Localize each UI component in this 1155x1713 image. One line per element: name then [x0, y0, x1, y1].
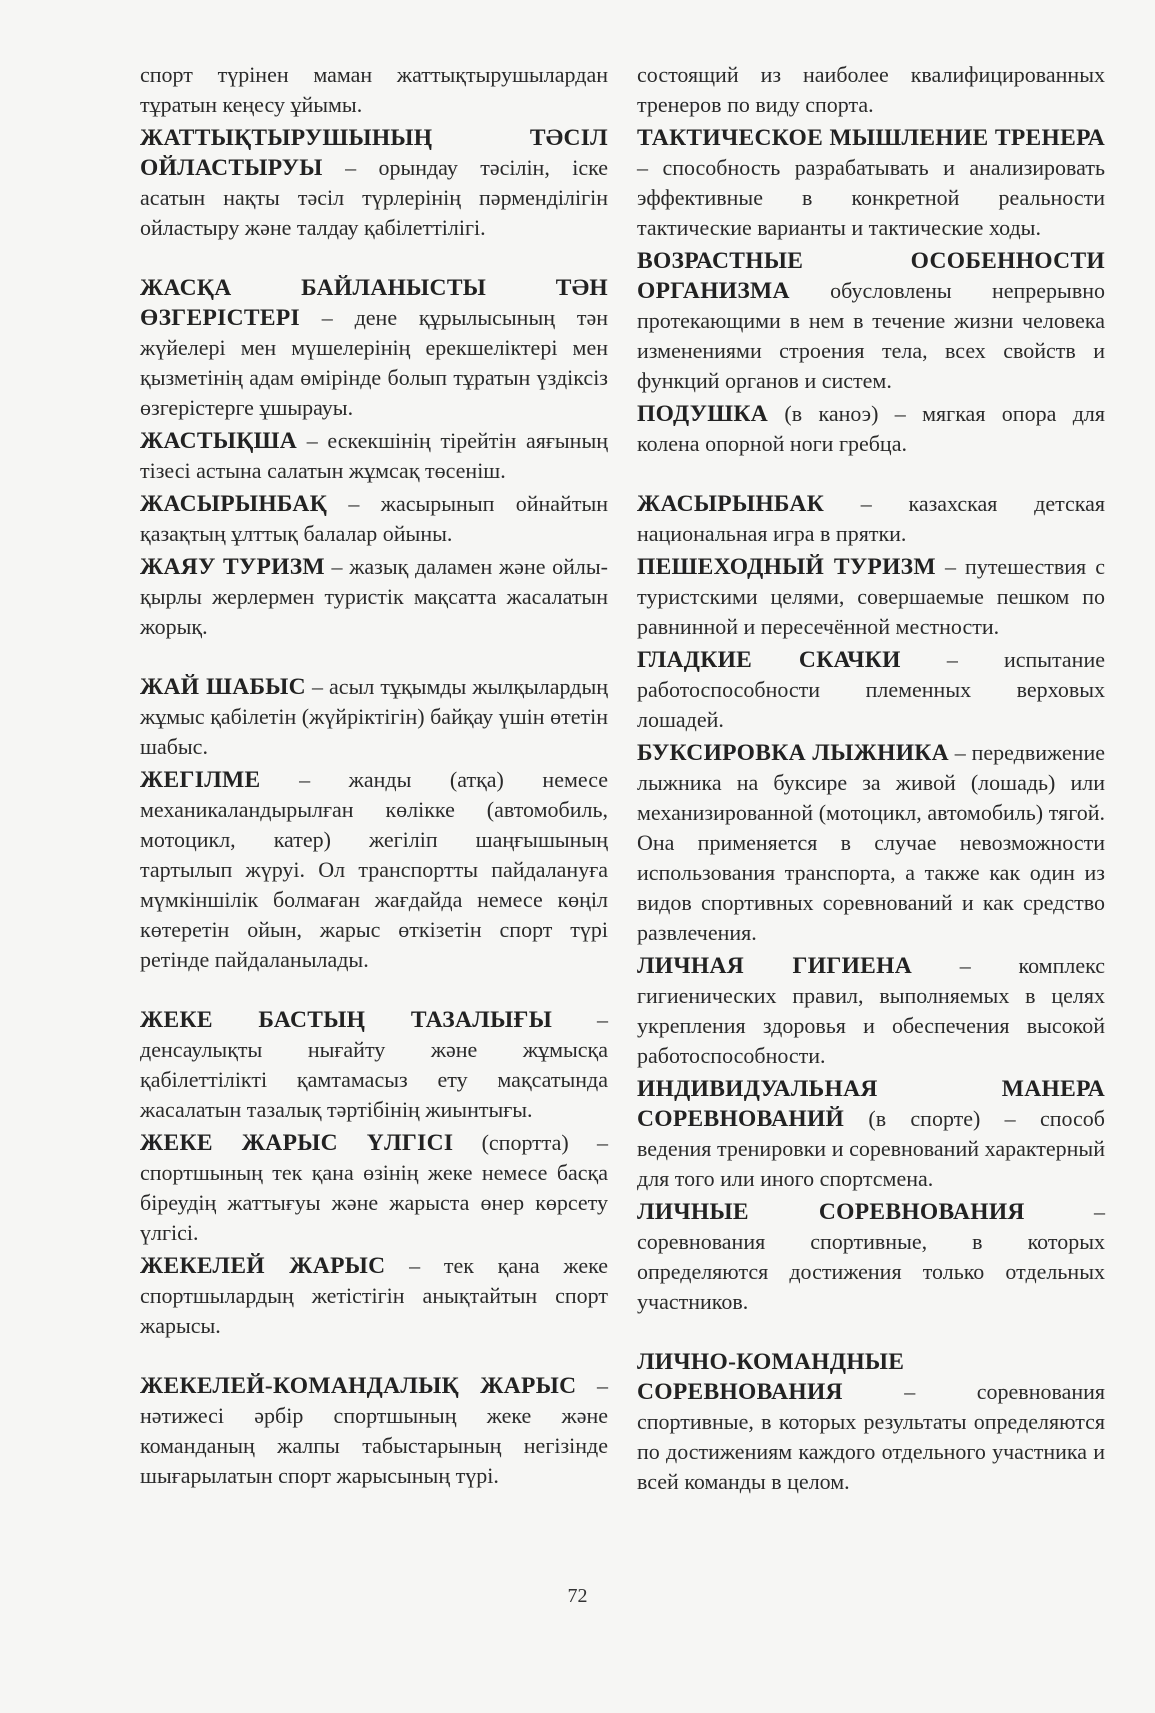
dictionary-entry	[140, 426, 608, 486]
entry-term: ЖЕКЕЛЕЙ ЖАРЫС	[140, 1253, 386, 1279]
entry-text: – соревнования спортивные, в которых определяются достижения только отдельных участников.	[637, 1199, 1105, 1314]
dictionary-entry	[140, 1005, 608, 1125]
dictionary-entry	[637, 489, 1105, 549]
dictionary-entry	[140, 672, 608, 762]
entry-text: – ескекшінің тірейтін аяғының тізесі астына салатын жұмсақ төсеніш.	[140, 428, 608, 483]
entry-text: (в каноэ) – мягкая опора для колена опорной ноги гребца.	[637, 401, 1105, 456]
entry-term: ГЛАДКИЕ СКАЧКИ	[637, 647, 901, 673]
entry-term: ТАКТИЧЕСКОЕ МЫШЛЕНИЕ ТРЕНЕРА	[637, 125, 1105, 151]
dictionary-entry	[140, 489, 608, 549]
entry-text: – дене құрылысының тән жүйелері мен мүшелерінің ерекшеліктері мен қызметінің адам өмірінде болып тұратын үздіксіз өзгерістерге ұшырауы.	[140, 305, 608, 420]
dictionary-entry	[637, 123, 1105, 243]
entry-text: состоящий из наиболее квалифицированных тренеров по виду спорта.	[637, 62, 1105, 117]
entry-term: ЖАСЫРЫНБАК	[637, 491, 825, 517]
entry-term: ЖЕГІЛМЕ	[140, 767, 261, 793]
dictionary-entry	[140, 1371, 608, 1491]
entry-text: – жасырынып ойнайтын қазақтың ұлттық балалар ойыны.	[140, 491, 608, 546]
dictionary-entry	[637, 246, 1105, 396]
dictionary-entry	[637, 738, 1105, 948]
dictionary-entry	[140, 1128, 608, 1248]
dictionary-entry	[637, 1074, 1105, 1194]
entry-continuation	[637, 60, 1105, 120]
entry-text: спорт түрінен маман жаттықтырушылардан тұратын кеңесу ұйымы.	[140, 62, 608, 117]
entry-term: ЖЕКЕ ЖАРЫС ҮЛГІСІ	[140, 1130, 454, 1156]
dictionary-entry	[637, 1347, 1105, 1497]
dictionary-entry	[637, 1197, 1105, 1317]
entry-term: ЖАСҚА БАЙЛАНЫСТЫ ТӘН ӨЗГЕРІСТЕРІ	[140, 275, 608, 331]
entry-term: ЖАЯУ ТУРИЗМ	[140, 554, 325, 580]
entry-term: ПЕШЕХОДНЫЙ ТУРИЗМ	[637, 554, 936, 580]
entry-term: БУКСИРОВКА ЛЫЖНИКА	[637, 740, 949, 766]
entry-term: ЖАТТЫҚТЫРУШЫНЫҢ ТӘСІЛ ОЙЛАСТЫРУЫ	[140, 125, 608, 181]
kazakh-column	[140, 60, 608, 1494]
entry-text: – способность разрабатывать и анализировать эффективные в конкретной реальности тактические варианты и тактические ходы.	[637, 155, 1105, 240]
entry-term: ЛИЧНЫЕ СОРЕВНОВАНИЯ	[637, 1199, 1025, 1225]
dictionary-entry	[637, 645, 1105, 735]
entry-text: – жазық даламен және ойлы-қырлы жерлермен туристік мақсатта жасалатын жорық.	[140, 554, 608, 639]
entry-term: ЖАЙ ШАБЫС	[140, 674, 306, 700]
entry-text: – путешествия с туристскими целями, совершаемые пешком по равнинной и пересечённой местности.	[637, 554, 1105, 639]
dictionary-entry	[140, 123, 608, 243]
dictionary-entry	[140, 1251, 608, 1341]
entry-term: ЖАСТЫҚША	[140, 428, 297, 454]
entry-text: – соревнования спортивные, в которых результаты определяются по достижениям каждого отдельного участника и всей команды в целом.	[637, 1379, 1105, 1494]
entry-term: ЛИЧНАЯ ГИГИЕНА	[637, 953, 912, 979]
entry-text: – жанды (атқа) немесе механикаландырылған көлікке (автомобиль, мотоцикл, катер) жегіліп шаңғышының тартылып жүруі. Ол транспортты пайдалануға мүмкіншілік болмаған жағдайда немесе көңіл көтеретін ойын, жарыс өткізетін спорт түрі ретінде пайдаланылады.	[140, 767, 608, 972]
entry-term: ИНДИВИДУАЛЬНАЯ МАНЕРА СОРЕВНОВАНИЙ	[637, 1076, 1105, 1132]
entry-text: – орындау тәсілін, іске асатын нақты тәсіл түрлерінің пәрменділігін ойластыру және талдау қабілеттілігі.	[140, 155, 608, 240]
entry-text: – нәтижесі әрбір спортшының жеке және команданың жалпы табыстарының негізінде шығарылатын спорт жарысының түрі.	[140, 1373, 608, 1488]
dictionary-entry	[637, 399, 1105, 459]
entry-term: ЛИЧНО-КОМАНДНЫЕ СОРЕВНОВАНИЯ	[637, 1349, 905, 1405]
entry-text: – денсаулықты нығайту және жұмысқа қабілеттілікті қамтамасыз ету мақсатында жасалатын тазалық тәртібінің жиынтығы.	[140, 1007, 608, 1122]
entry-text: (в спорте) – способ ведения тренировки и соревнований характерный для того или иного спортсмена.	[637, 1106, 1105, 1191]
entry-text: – комплекс гигиенических правил, выполняемых в целях укрепления здоровья и обеспечения высокой работоспособности.	[637, 953, 1106, 1068]
entry-text: – испытание работоспособности племенных верховых лошадей.	[637, 647, 1105, 732]
entry-text: (спортта) – спортшының тек қана өзінің жеке немесе басқа біреудің жаттығуы және жарыста өнер көрсету үлгісі.	[140, 1130, 608, 1245]
entry-term: ПОДУШКА	[637, 401, 769, 427]
entry-term: ЖЕКЕЛЕЙ-КОМАНДАЛЫҚ ЖАРЫС	[140, 1373, 577, 1399]
dictionary-entry	[140, 273, 608, 423]
entry-text: обусловлены непрерывно протекающими в нем в течение жизни человека изменениями строения тела, всех свойств и функций органов и систем.	[637, 278, 1105, 393]
dictionary-entry	[140, 765, 608, 975]
dictionary-entry	[637, 552, 1105, 642]
entry-text: – тек қана жеке спортшылардың жетістігін анықтайтын спорт жарысы.	[140, 1253, 608, 1338]
entry-continuation	[140, 60, 608, 120]
dictionary-entry	[637, 951, 1105, 1071]
dictionary-entry	[140, 552, 608, 642]
entry-term: ВОЗРАСТНЫЕ ОСОБЕННОСТИ ОРГАНИЗМА	[637, 248, 1105, 304]
entry-text: – казахская детская национальная игра в прятки.	[637, 491, 1105, 546]
entry-term: ЖАСЫРЫНБАҚ	[140, 491, 328, 517]
russian-column	[637, 60, 1105, 1500]
page-number: 72	[567, 1585, 588, 1607]
entry-term: ЖЕКЕ БАСТЫҢ ТАЗАЛЫҒЫ	[140, 1007, 553, 1033]
entry-text: – передвижение лыжника на буксире за живой (лошадь) или механизированной (мотоцикл, автомобиль) тягой. Она применяется в случае невозможности использования транспорта, а также как один из видов спортивных соревнований и как средство развлечения.	[637, 740, 1105, 945]
entry-text: – асыл тұқымды жылқылардың жұмыс қабілетін (жүйріктігін) байқау үшін өтетін шабыс.	[140, 674, 609, 759]
